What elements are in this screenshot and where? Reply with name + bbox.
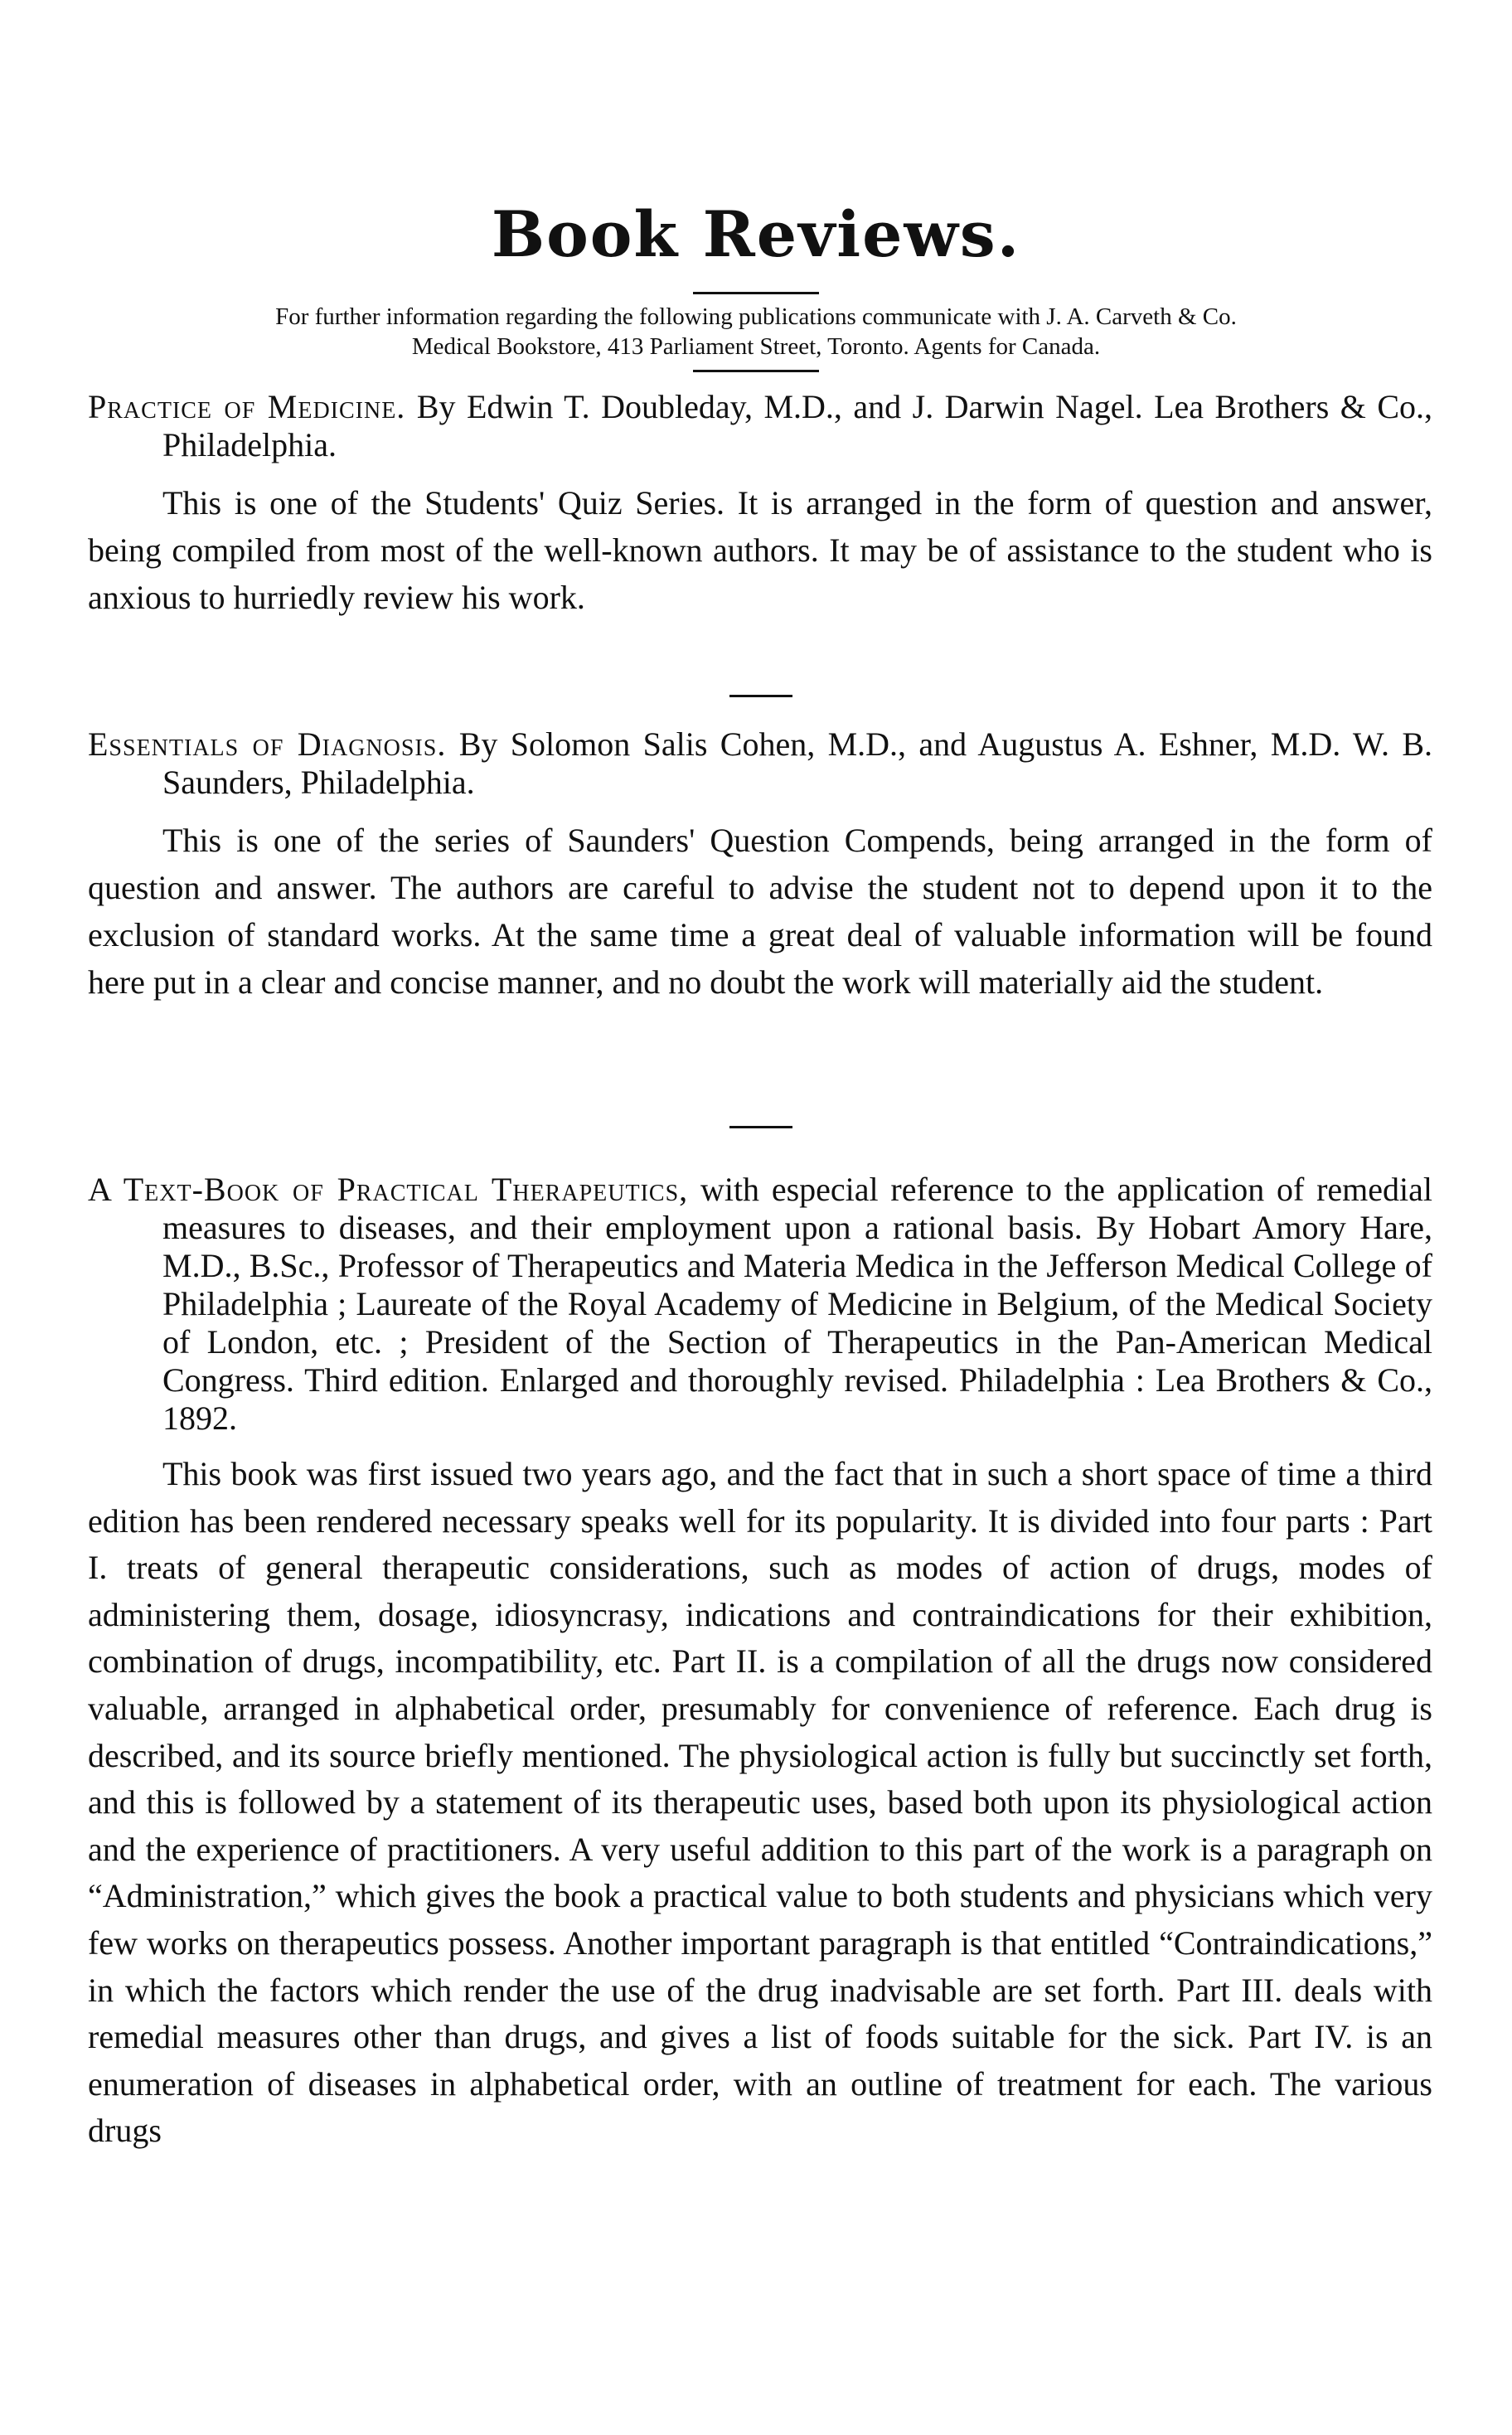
review-practice-of-medicine	[88, 388, 1432, 621]
review-body: This is one of the Students' Quiz Series. It is arranged in the form of question and answer, being compiled from most of the well-known authors. It may be of assistance to the student who is anxious to hurriedly review his work.	[88, 484, 1432, 616]
bookstore-notice	[99, 302, 1413, 361]
review-details: By Edwin T. Doubleday, M.D., and J. Darwin Nagel. Lea Brothers & Co., Philadelphia.	[162, 388, 1433, 463]
notice-line-1: For further information regarding the following publications communicate with J. A. Carveth & Co.	[275, 303, 1237, 330]
review-separator	[729, 1126, 792, 1128]
title-rule	[693, 292, 819, 294]
review-body: This is one of the series of Saunders' Question Compends, being arranged in the form of question and answer. The authors are careful to advise the student not to depend upon it to the exclusion of standard works. At the same time a great deal of valuable information will be found here put in a clear and concise manner, and no doubt the work will materially aid the student.	[88, 822, 1432, 1001]
notice-line-2: Medical Bookstore, 413 Parliament Street, Toronto. Agents for Canada.	[411, 333, 1101, 360]
review-citation	[88, 725, 1432, 802]
review-details: By Solomon Salis Cohen, M.D., and Augustus A. Eshner, M.D. W. B. Saunders, Philadelphia.	[162, 725, 1432, 801]
review-citation	[88, 388, 1432, 464]
page-title: Book Reviews.	[491, 197, 1021, 271]
review-title: A Text-Book of Practical Therapeutics,	[88, 1171, 689, 1208]
review-practical-therapeutics	[88, 1171, 1432, 2155]
review-title: Essentials of Diagnosis.	[88, 725, 447, 763]
notice-rule	[693, 370, 819, 372]
review-body: This book was first issued two years ago, and the fact that in such a short space of time a third edition has been rendered necessary speaks well for its popularity. It is divided into four parts : Part I. treats of general therapeutic considerations, such as modes of action of drugs, modes of administering them, dosage, idiosyncrasy, indications and contraindications for their exhibition, combination of drugs, incompatibility, etc. Part II. is a compilation of all the drugs now considered valuable, arranged in alphabetical order, presumably for convenience of reference. Each drug is described, and its source briefly mentioned. The physiological action is fully but succinctly set forth, and this is followed by a statement of its therapeutic uses, based both upon its physiological action and the experience of practitioners. A very useful addition to this part of the work is a paragraph on “Administration,” which gives the book a practical value to both students and physicians which very few works on therapeutics possess. Another important paragraph is that entitled “Contraindications,” in which the factors which render the use of the drug inadvisable are set forth. Part III. deals with remedial measures other than drugs, and gives a list of foods suitable for the sick. Part IV. is an enumeration of diseases in alphabetical order, with an outline of treatment for each. The various drugs	[88, 1455, 1432, 2150]
review-details: with especial reference to the application of remedial measures to diseases, and their employment upon a rational basis. By Hobart Amory Hare, M.D., B.Sc., Professor of Therapeutics and Materia Medica in the Jefferson Medical College of Philadelphia ; Laureate of the Royal Academy of Medicine in Belgium, of the Medical Society of London, etc. ; President of the Section of Therapeutics in the Pan-American Medical Congress. Third edition. Enlarged and thoroughly revised. Philadelphia : Lea Brothers & Co., 1892.	[162, 1171, 1432, 1437]
review-citation	[88, 1171, 1432, 1438]
review-essentials-of-diagnosis	[88, 725, 1432, 1006]
review-separator	[729, 695, 792, 697]
review-title: Practice of Medicine.	[88, 388, 406, 425]
